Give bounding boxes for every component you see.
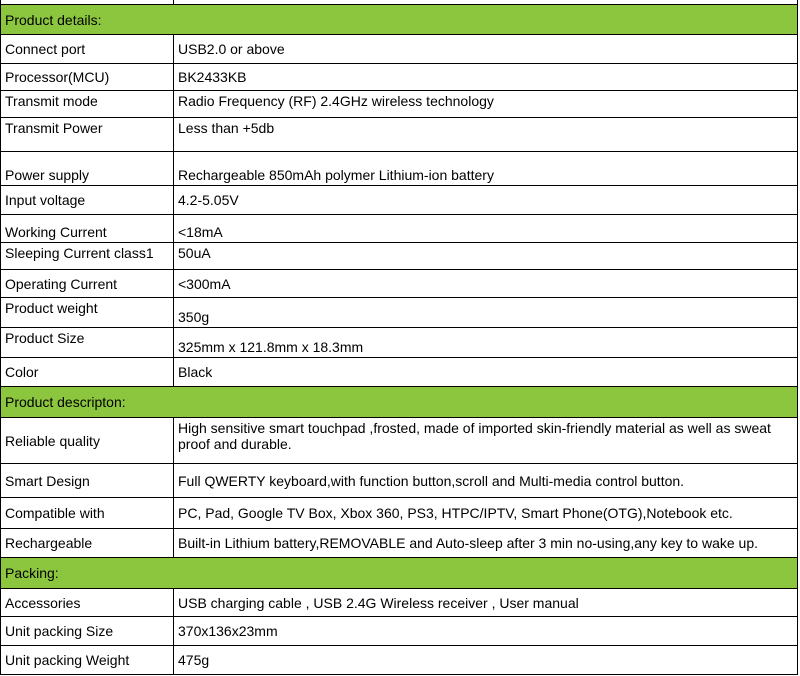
spec-value: High sensitive smart touchpad ,frosted, made of imported skin-friendly material as well as sweat proof and durable. <box>178 420 771 452</box>
spec-row-connect-port <box>0 34 798 63</box>
spec-key: Working Current <box>1 215 174 242</box>
section-title: Packing: <box>5 565 59 581</box>
spec-key: Product Size <box>1 328 174 357</box>
spec-value: <18mA <box>178 224 223 240</box>
spec-row-compatible-with <box>0 497 798 528</box>
spec-key: Power supply <box>1 152 174 185</box>
spec-value: Rechargeable 850mAh polymer Lithium-ion battery <box>178 167 494 183</box>
spec-key: Compatible with <box>1 498 174 528</box>
spec-row-product-size <box>0 327 798 357</box>
spec-key: Transmit mode <box>1 91 174 117</box>
spec-row-transmit-power <box>0 117 798 151</box>
spec-row-operating-current <box>0 269 798 297</box>
spec-key: Input voltage <box>1 186 174 214</box>
section-title: Product details: <box>5 11 102 28</box>
section-title: Product descripton: <box>5 394 126 410</box>
spec-key: Accessories <box>1 589 174 616</box>
spec-row-power-supply <box>0 151 798 185</box>
spec-value: USB2.0 or above <box>178 41 285 57</box>
spec-key: Rechargeable <box>1 529 174 557</box>
spec-value: Black <box>178 364 213 380</box>
spec-value: 350g <box>178 309 210 325</box>
spec-value: Built-in Lithium battery,REMOVABLE and Auto-sleep after 3 min no-using,any key to wake up. <box>178 535 758 551</box>
spec-key: Transmit Power <box>1 118 174 151</box>
spec-key: Reliable quality <box>1 418 174 463</box>
spec-key: Color <box>1 358 174 386</box>
spec-key: Operating Current <box>1 270 174 297</box>
spec-value: USB charging cable , USB 2.4G Wireless receiver , User manual <box>178 594 579 611</box>
spec-key: Unit packing Weight <box>1 646 174 674</box>
spec-value: BK2433KB <box>178 69 247 85</box>
section-header-product-details <box>0 4 798 34</box>
spec-row-accessories <box>0 588 798 616</box>
spec-row-processor-mcu <box>0 63 798 90</box>
spec-value: Full QWERTY keyboard,with function button,scroll and Multi-media control button. <box>178 472 685 489</box>
spec-value: 370x136x23mm <box>178 623 278 639</box>
section-header-product-descripton <box>0 386 798 417</box>
spec-row-rechargeable <box>0 528 798 557</box>
spec-row-input-voltage <box>0 185 798 214</box>
spec-value: 50uA <box>178 245 211 261</box>
spec-row-unit-packing-size <box>0 616 798 645</box>
spec-row-color <box>0 357 798 386</box>
spec-key: Product weight <box>1 298 174 327</box>
spec-value: 475g <box>178 652 210 668</box>
spec-key: Sleeping Current class1 <box>1 243 174 269</box>
spec-key: Smart Design <box>1 464 174 497</box>
spec-row-sleeping-current-class1 <box>0 242 798 269</box>
section-header-packing <box>0 557 798 588</box>
spec-key: Unit packing Size <box>1 617 174 645</box>
spec-row-reliable-quality <box>0 417 798 463</box>
spec-row-smart-design <box>0 463 798 497</box>
spec-row-product-weight <box>0 297 798 327</box>
spec-value: 325mm x 121.8mm x 18.3mm <box>178 339 364 355</box>
spec-value: <300mA <box>178 275 231 292</box>
spec-row-working-current <box>0 214 798 242</box>
spec-key: Processor(MCU) <box>1 64 174 90</box>
spec-value: Less than +5db <box>178 120 275 136</box>
spec-value: Radio Frequency (RF) 2.4GHz wireless technology <box>178 93 494 109</box>
spec-value: PC, Pad, Google TV Box, Xbox 360, PS3, HTPC/IPTV, Smart Phone(OTG),Notebook etc. <box>178 505 733 521</box>
spec-row-transmit-mode <box>0 90 798 117</box>
spec-row-unit-packing-weight <box>0 645 798 675</box>
spec-value: 4.2-5.05V <box>178 192 239 208</box>
spec-key: Connect port <box>1 35 174 63</box>
